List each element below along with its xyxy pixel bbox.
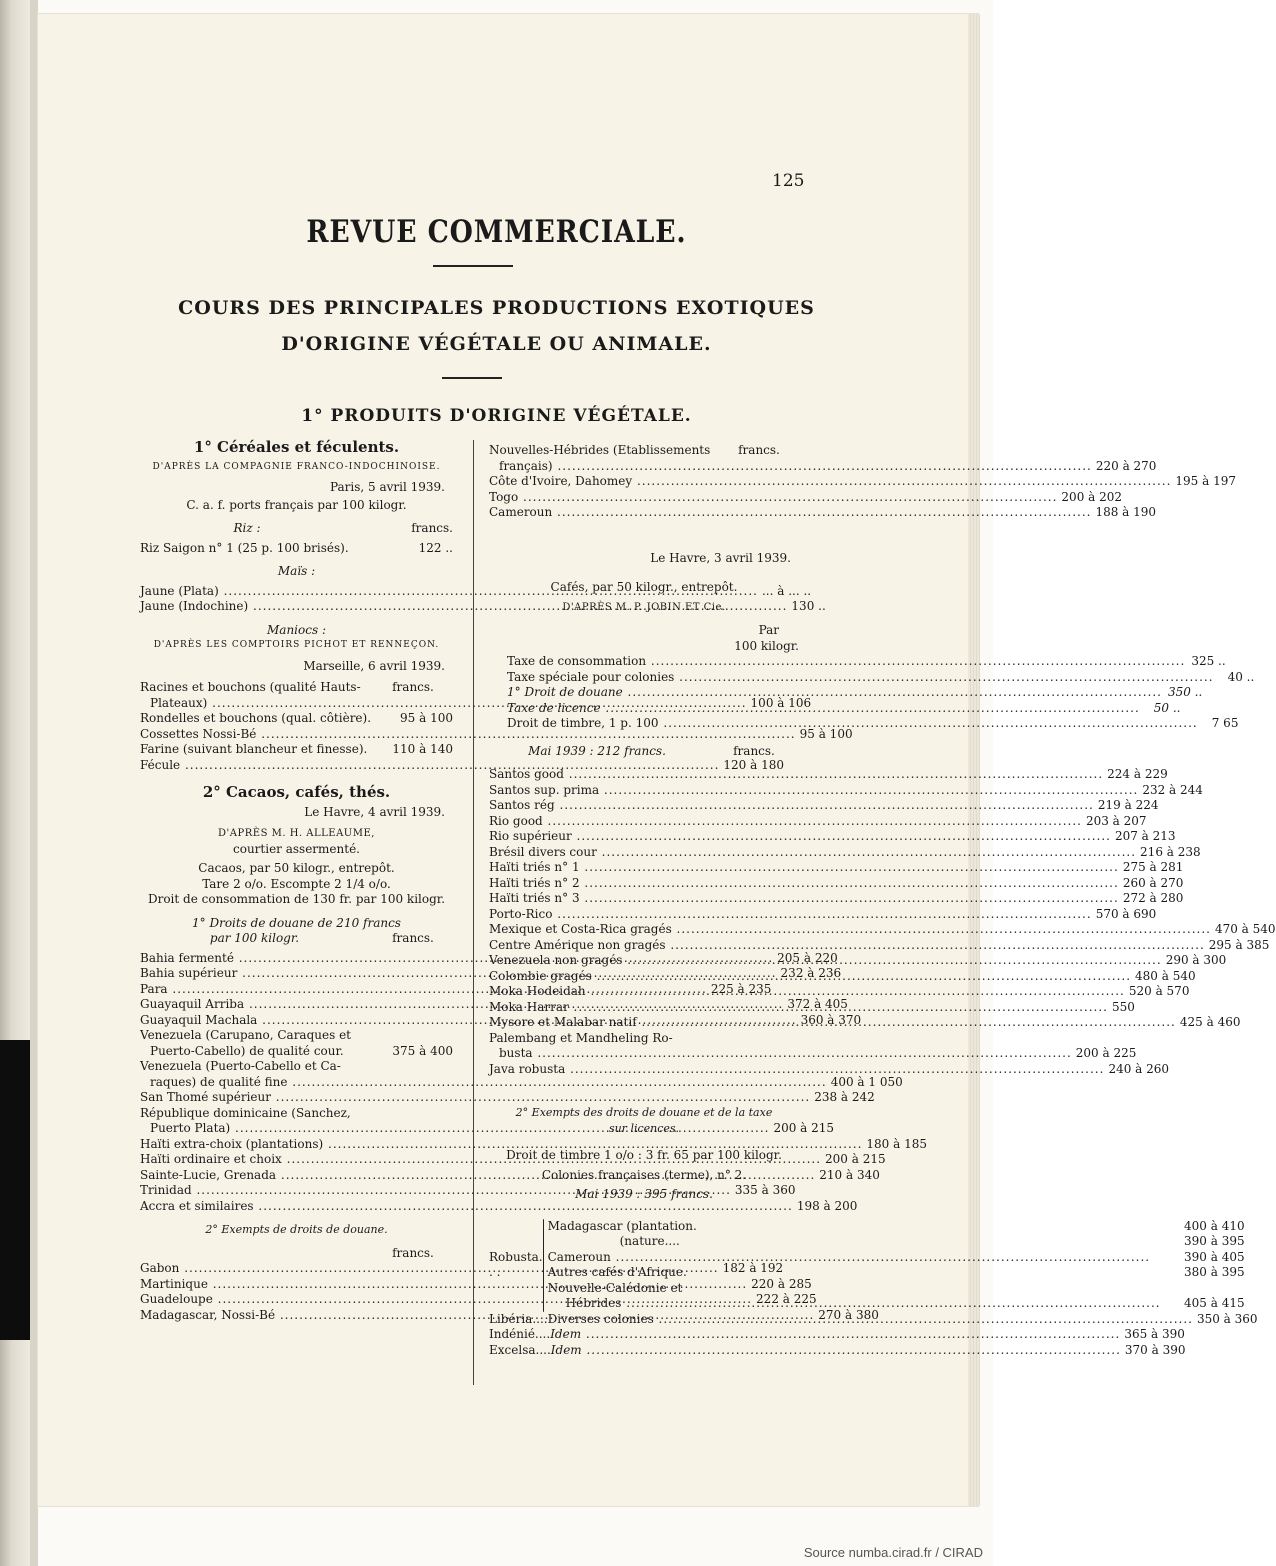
table-row: Madagascar (plantation. 400 à 410 [547,1218,1245,1233]
table-row: Guayaquil Arriba ..... 372 à 405 [140,997,453,1013]
table-row: Nouvelle-Calédonie et [547,1280,683,1295]
table-row: Riz Saigon n° 1 (25 p. 100 brisés). 122 .. [140,540,453,555]
table-row: Porto-Rico ..... 570 à 690 [489,907,799,923]
section-title-cacaos: 2° Cacaos, cafés, thés. [202,783,391,801]
page-title: REVUE COMMERCIALE. [306,214,687,250]
table-row: Rondelles et bouchons (qual. côtière). 95 à 100 [140,711,453,725]
part-title: 1° PRODUITS D'ORIGINE VÉGÉTALE. [301,406,692,426]
cafes-basis: Cafés, par 50 kilogr., entrepôt. [550,580,738,594]
table-row: Côte d'Ivoire, Dahomey ..... 195 à 197 [489,474,799,490]
table-row: Cameroun ..... 188 à 190 [489,505,799,521]
table-row: Mysore et Malabar natif ..... 425 à 460 [489,1015,799,1031]
table-row: Plateaux) ..... 100 à 106 [140,696,453,712]
table-row: Santos rég ..... 219 à 224 [489,798,799,814]
table-row: Guadeloupe ..... 222 à 225 [140,1292,453,1308]
table-row: Trinidad ..... 335 à 360 [140,1183,453,1199]
table-row: 1° Droit de douane ..... 350 .. [489,685,799,701]
table-row: Excelsa.... Idem ..... 370 à 390 [489,1343,799,1359]
cafes-source: D'APRÈS M. P. JOBIN ET Cie. [562,601,726,613]
table-row: Venezuela (Puerto-Cabello et Ca- [140,1059,341,1073]
table-row: Bahia fermenté ..... 205 à 220 [140,951,453,967]
column-divider [473,440,474,1385]
droits-header: par 100 kilogr. francs. [209,931,434,945]
basis-line-3: Droit de consommation de 130 fr. par 100 kilogr. [147,892,446,906]
table-row: Puerto Plata) ..... 200 à 215 [140,1121,453,1137]
table-row: Moka Hodeidah ..... 520 à 570 [489,984,799,1000]
table-row: Haïti extra-choix (plantations) ..... 180 à 185 [140,1137,453,1153]
table-row: Centre Amérique non gragés ..... 295 à 385 [489,938,799,954]
cacaos-dateline: Le Havre, 4 avril 1939. [304,804,445,819]
table-row: Haïti ordinaire et choix ..... 200 à 215 [140,1152,453,1168]
manioc-dateline: Marseille, 6 avril 1939. [303,658,445,673]
table-row: Mexique et Costa-Rica gragés ..... 470 à 540 [489,922,799,938]
unit-line-2: 100 kilogr. [734,638,799,653]
table-row: Rio good ..... 203 à 207 [489,814,799,830]
unit-line-1: Par [758,623,779,637]
exempts-title: 2° Exempts de droits de douane. [205,1223,388,1236]
mais-label: Maïs : [277,564,316,578]
table-row: Taxe de licence ..... 50 .. [489,701,799,717]
table-row: busta ..... 200 à 225 [489,1046,799,1062]
manioc-label: Maniocs : [267,622,326,637]
table-row: Libéria.... Diverses colonies ..... 350 à 360 [489,1312,799,1328]
table-row: raques) de qualité fine ..... 400 à 1 050 [140,1075,453,1091]
table-row: Brésil divers cour ..... 216 à 238 [489,845,799,861]
table-row: (nature.... 390 à 395 [619,1234,1245,1248]
table-row: Autres cafés d'Afrique. 380 à 395 [547,1265,1245,1279]
table-row: Nouvelles-Hébrides (Etablissements francs. [489,443,780,457]
table-row: Fécule ..... 120 à 180 [140,758,453,774]
table-row: Indénié.... Idem ..... 365 à 390 [489,1327,799,1343]
table-row: Santos good ..... 224 à 229 [489,767,799,783]
table-row: Gabon ..... 182 à 192 [140,1261,453,1277]
timbre-line: Droit de timbre 1 o/o : 3 fr. 65 par 100 kilogr. [506,1148,782,1162]
table-row: Sainte-Lucie, Grenada ..... 210 à 340 [140,1168,453,1184]
table-row: Palembang et Mandheling Ro- [489,1030,673,1045]
section-title-cereales: 1° Céréales et féculents. [193,438,400,456]
table-row: Racines et bouchons (qualité Hauts- francs. [140,680,434,694]
colonies-line: Colonies françaises (terme), n° 2. [541,1167,747,1182]
table-row: Accra et similaires ..... 198 à 200 [140,1199,453,1215]
unit-label: francs. [411,521,453,535]
exempts-title-1: 2° Exempts des droits de douane et de la taxe [515,1106,773,1119]
table-row: Madagascar, Nossi-Bé ..... 270 à 380 [140,1308,453,1324]
table-row: Hébrides ..... 405 à 415 [548,1296,1245,1312]
table-row: Farine (suivant blancheur et finesse). 110 à 140 [140,742,453,756]
table-row: Guayaquil Machala ..... 360 à 370 [140,1013,453,1029]
table-row: Togo ..... 200 à 202 [489,490,799,506]
table-row: Cossettes Nossi-Bé ..... 95 à 100 [140,727,453,743]
subtitle-line-1: COURS DES PRINCIPALES PRODUCTIONS EXOTIQUES [178,297,815,319]
source-line: D'APRÈS LA COMPAGNIE FRANCO-INDOCHINOISE. [152,461,441,472]
basis-line: C. a. f. ports français par 100 kilogr. [186,497,407,512]
table-row: Java robusta ..... 240 à 260 [489,1062,799,1078]
source-credit: Source numba.cirad.fr / CIRAD [803,1545,983,1560]
table-row: français) ..... 220 à 270 [489,459,799,475]
brace-icon [543,1219,544,1312]
subtitle-rule [442,377,502,379]
table-row: San Thomé supérieur ..... 238 à 242 [140,1090,453,1106]
table-row: Taxe de consommation ..... 325 .. [489,654,799,670]
dateline: Paris, 5 avril 1939. [329,480,445,494]
table-row: Haïti triés n° 1 ..... 275 à 281 [489,860,799,876]
table-row: Venezuela non gragés ..... 290 à 300 [489,953,799,969]
table-row: Droit de timbre, 1 p. 100 ..... 7 65 [489,716,799,732]
page-number: 125 [772,171,805,191]
table-row: Jaune (Indochine) ..... 130 .. [140,599,453,615]
table-row: Taxe spéciale pour colonies ..... 40 .. [489,670,799,686]
table-row: Cameroun ..... 390 à 405 [548,1250,1245,1266]
table-row: Venezuela (Carupano, Caraques et [140,1028,351,1042]
table-row: Bahia supérieur ..... 232 à 236 [140,966,453,982]
table-row: Puerto-Cabello) de qualité cour. 375 à 400 [150,1043,453,1058]
table-row: Para ..... 225 à 235 [140,982,453,998]
table-row: Colombie gragés ..... 480 à 540 [489,969,799,985]
table-row: Santos sup. prima ..... 232 à 244 [489,783,799,799]
table-row: Jaune (Plata) ..... ... à ... .. [140,584,453,600]
table-row: Rio supérieur ..... 207 à 213 [489,829,799,845]
table-row: Haïti triés n° 3 ..... 272 à 280 [489,891,799,907]
table-row: Moka Harrar ..... 550 [489,1000,799,1016]
table-header [140,521,453,537]
book-spine [30,0,38,1566]
mai-line-2: Mai 1939 : 395 francs. [575,1187,713,1201]
robusta-group [489,1218,1245,1312]
basis-line-2: Tare 2 o/o. Escompte 2 1/4 o/o. [202,876,391,891]
cafes-dateline: Le Havre, 3 avril 1939. [650,550,791,565]
droits-title-1: 1° Droits de douane de 210 francs [192,915,401,930]
exempts-title-2: sur licences. [608,1121,680,1135]
mai-header: Mai 1939 : 212 francs. francs. [528,743,775,758]
cacaos-source: D'APRÈS M. H. ALLEAUME, [218,828,375,839]
cacaos-source-2: courtier assermenté. [233,841,360,856]
table-row: Martinique ..... 220 à 285 [140,1277,453,1293]
manioc-source: D'APRÈS LES COMPTOIRS PICHOT ET RENNEÇON. [153,640,440,650]
table-row: République dominicaine (Sanchez, [140,1105,351,1120]
exempts-header: francs. [392,1245,434,1260]
riz-label: Riz : [233,521,261,535]
table-row: Haïti triés n° 2 ..... 260 à 270 [489,876,799,892]
basis-line-1: Cacaos, par 50 kilogr., entrepôt. [198,861,395,875]
title-rule [433,265,513,267]
subtitle-line-2: D'ORIGINE VÉGÉTALE OU ANIMALE. [281,333,712,355]
robusta-label: Robusta. . . [489,1249,543,1279]
